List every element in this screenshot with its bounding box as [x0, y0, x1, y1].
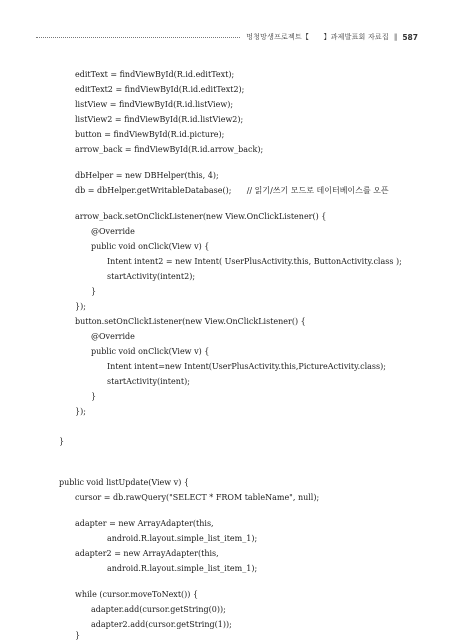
code-line: listView = findViewById(R.id.listView);: [75, 100, 234, 109]
code-line: public void listUpdate(View v) {: [59, 478, 189, 487]
code-line: });: [75, 302, 86, 311]
code-line: db = dbHelper.getWritableDatabase(); // 읽기/쓰기 모드로 데이터베이스를 오픈: [75, 186, 389, 195]
code-line: adapter2 = new ArrayAdapter(this,: [75, 549, 219, 558]
code-line: adapter = new ArrayAdapter(this,: [75, 519, 214, 528]
code-line: android.R.layout.simple_list_item_1);: [107, 564, 258, 573]
code-line: }: [59, 437, 65, 446]
code-line: @Override: [91, 332, 135, 341]
code-line: listView2 = findViewById(R.id.listView2);: [75, 115, 244, 124]
code-line: Intent intent=new Intent(UserPlusActivity.this,PictureActivity.class);: [107, 362, 386, 371]
code-line: android.R.layout.simple_list_item_1);: [107, 534, 258, 543]
code-line: button.setOnClickListener(new View.OnClickListener() {: [75, 317, 306, 326]
code-line: button = findViewById(R.id.picture);: [75, 130, 225, 139]
header-separator: ‖: [393, 33, 398, 41]
code-line: @Override: [91, 227, 135, 236]
code-line: startActivity(intent);: [107, 377, 190, 386]
code-line: editText = findViewById(R.id.editText);: [75, 70, 235, 79]
page-number: 587: [402, 32, 418, 42]
code-line: startActivity(intent2);: [107, 272, 196, 281]
code-line: }: [75, 631, 81, 640]
code-line: dbHelper = new DBHelper(this, 4);: [75, 171, 219, 180]
code-line: editText2 = findViewById(R.id.editText2);: [75, 85, 245, 94]
code-line: public void onClick(View v) {: [91, 242, 210, 251]
code-line: adapter2.add(cursor.getString(1));: [91, 620, 232, 629]
code-line: Intent intent2 = new Intent( UserPlusActivity.this, ButtonActivity.class );: [107, 257, 402, 266]
code-line: while (cursor.moveToNext()) {: [75, 590, 199, 599]
code-line: public void onClick(View v) {: [91, 347, 210, 356]
header-title: 멍청망생프로젝트【 】과제발표회 자료집: [246, 33, 389, 41]
code-line: arrow_back = findViewById(R.id.arrow_back);: [75, 145, 264, 154]
code-line: arrow_back.setOnClickListener(new View.OnClickListener() {: [75, 212, 327, 221]
code-line: }: [91, 287, 97, 296]
code-line: cursor = db.rawQuery("SELECT * FROM tableName", null);: [75, 493, 320, 502]
code-line: });: [75, 407, 86, 416]
code-line: }: [91, 392, 97, 401]
code-line: adapter.add(cursor.getString(0));: [91, 605, 226, 614]
